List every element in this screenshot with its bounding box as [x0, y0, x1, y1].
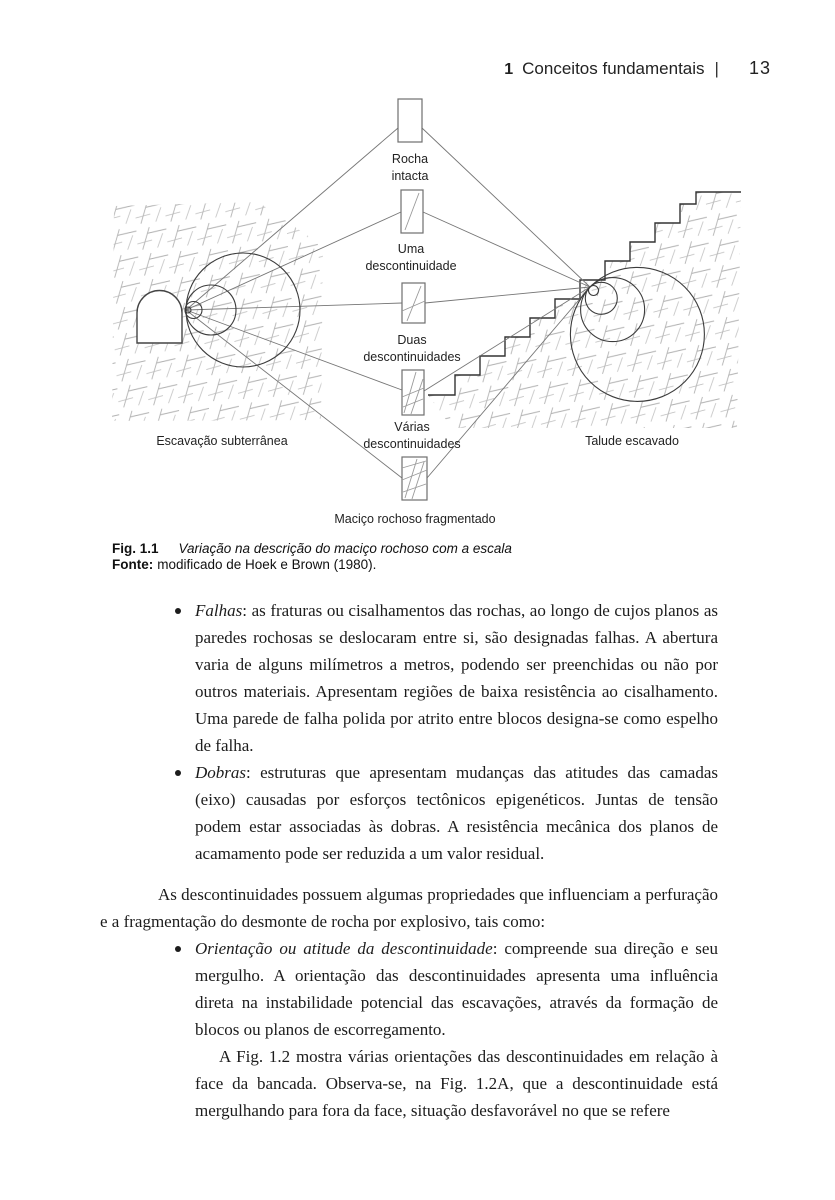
figure-caption [112, 541, 712, 573]
item-text: estruturas que apresentam mudanças das atitudes das camadas (eixo) causadas por esforços tectônicos epigenéticos. Juntas de tensão podem estar associadas às dobras. A resistência mecânica dos planos de acamamento pode ser reduzida a um valor residual. [195, 763, 718, 863]
list-item-folds [195, 759, 718, 867]
bullet-list-structures [100, 597, 718, 867]
label-intact-rock-2: intacta [391, 169, 429, 183]
list-item-faults [195, 597, 718, 759]
caption-source-label: Fonte: [112, 557, 154, 572]
item-sep: : [246, 763, 261, 782]
paragraph-fig12: A Fig. 1.2 mostra várias orientações das descontinuidades em relação à face da bancada. Observa-se, na Fig. 1.2A, que a descontinuidade está mergulhando para fora da face, situação desfavorável no que se refere [195, 1047, 718, 1120]
label-underground-excavation: Escavação subterrânea [156, 434, 288, 448]
label-several-discontinuities-1: Várias [394, 420, 430, 434]
label-one-discontinuity-1: Uma [397, 242, 425, 256]
label-intact-rock-1: Rocha [391, 152, 429, 166]
sample-two-discontinuities [402, 283, 425, 323]
label-two-discontinuities-2: descontinuidades [363, 350, 461, 364]
chapter-number: 1 [504, 61, 514, 78]
caption-tag: Fig. 1.1 [112, 541, 159, 556]
caption-line1 [112, 541, 712, 557]
caption-title: Variação na descrição do maciço rochoso com a escala [178, 541, 512, 556]
body-text [100, 597, 718, 1124]
label-excavated-slope: Talude escavado [585, 434, 679, 448]
item-sep: : [492, 939, 505, 958]
item-lead: Dobras [195, 763, 247, 782]
label-one-discontinuity-2: descontinuidade [365, 259, 457, 273]
item-text: as fraturas ou cisalhamentos das rochas, ao longo de cujos planos as paredes rochosas se deslocaram entre si, são designadas falhas. A abertura varia de alguns milímetros a metros, podendo ser preenchidas ou não por outros materiais. Apresentam regiões de baixa resistência ao cisalhamento. Uma parede de falha polida por atrito entre blocos designa-se como espelho de falha. [195, 601, 718, 755]
list-item-orientation [195, 935, 718, 1124]
tunnel-shape [137, 291, 182, 343]
figure-scale-diagram [0, 0, 835, 535]
label-fragmented-mass: Maciço rochoso fragmentado [334, 512, 496, 526]
label-two-discontinuities-1: Duas [397, 333, 427, 347]
slope-rock-mass-hatch [428, 192, 741, 428]
item-lead: Orientação ou atitude da descontinuidade [195, 939, 493, 958]
bullet-list-properties [100, 935, 718, 1124]
item-sep: : [242, 601, 252, 620]
caption-source [112, 557, 712, 573]
header-separator: | [714, 59, 719, 78]
page-number: 13 [748, 58, 771, 78]
chapter-title: Conceitos fundamentais [522, 59, 705, 78]
label-several-discontinuities-2: descontinuidades [363, 437, 461, 451]
sample-intact-rock [398, 99, 422, 142]
caption-source-text: modificado de Hoek e Brown (1980). [157, 557, 377, 572]
paragraph-discontinuity-properties: As descontinuidades possuem algumas propriedades que influenciam a perfuração e a fragmentação do desmonte de rocha por explosivo, tais como: [100, 885, 718, 931]
item-text: compreende sua direção e seu mergulho. A orientação das descontinuidades apresenta uma influência direta na instabilidade potencial das escavações, através da formação de blocos ou planos de escorregamento. [195, 939, 718, 1039]
item-lead: Falhas [195, 601, 243, 620]
